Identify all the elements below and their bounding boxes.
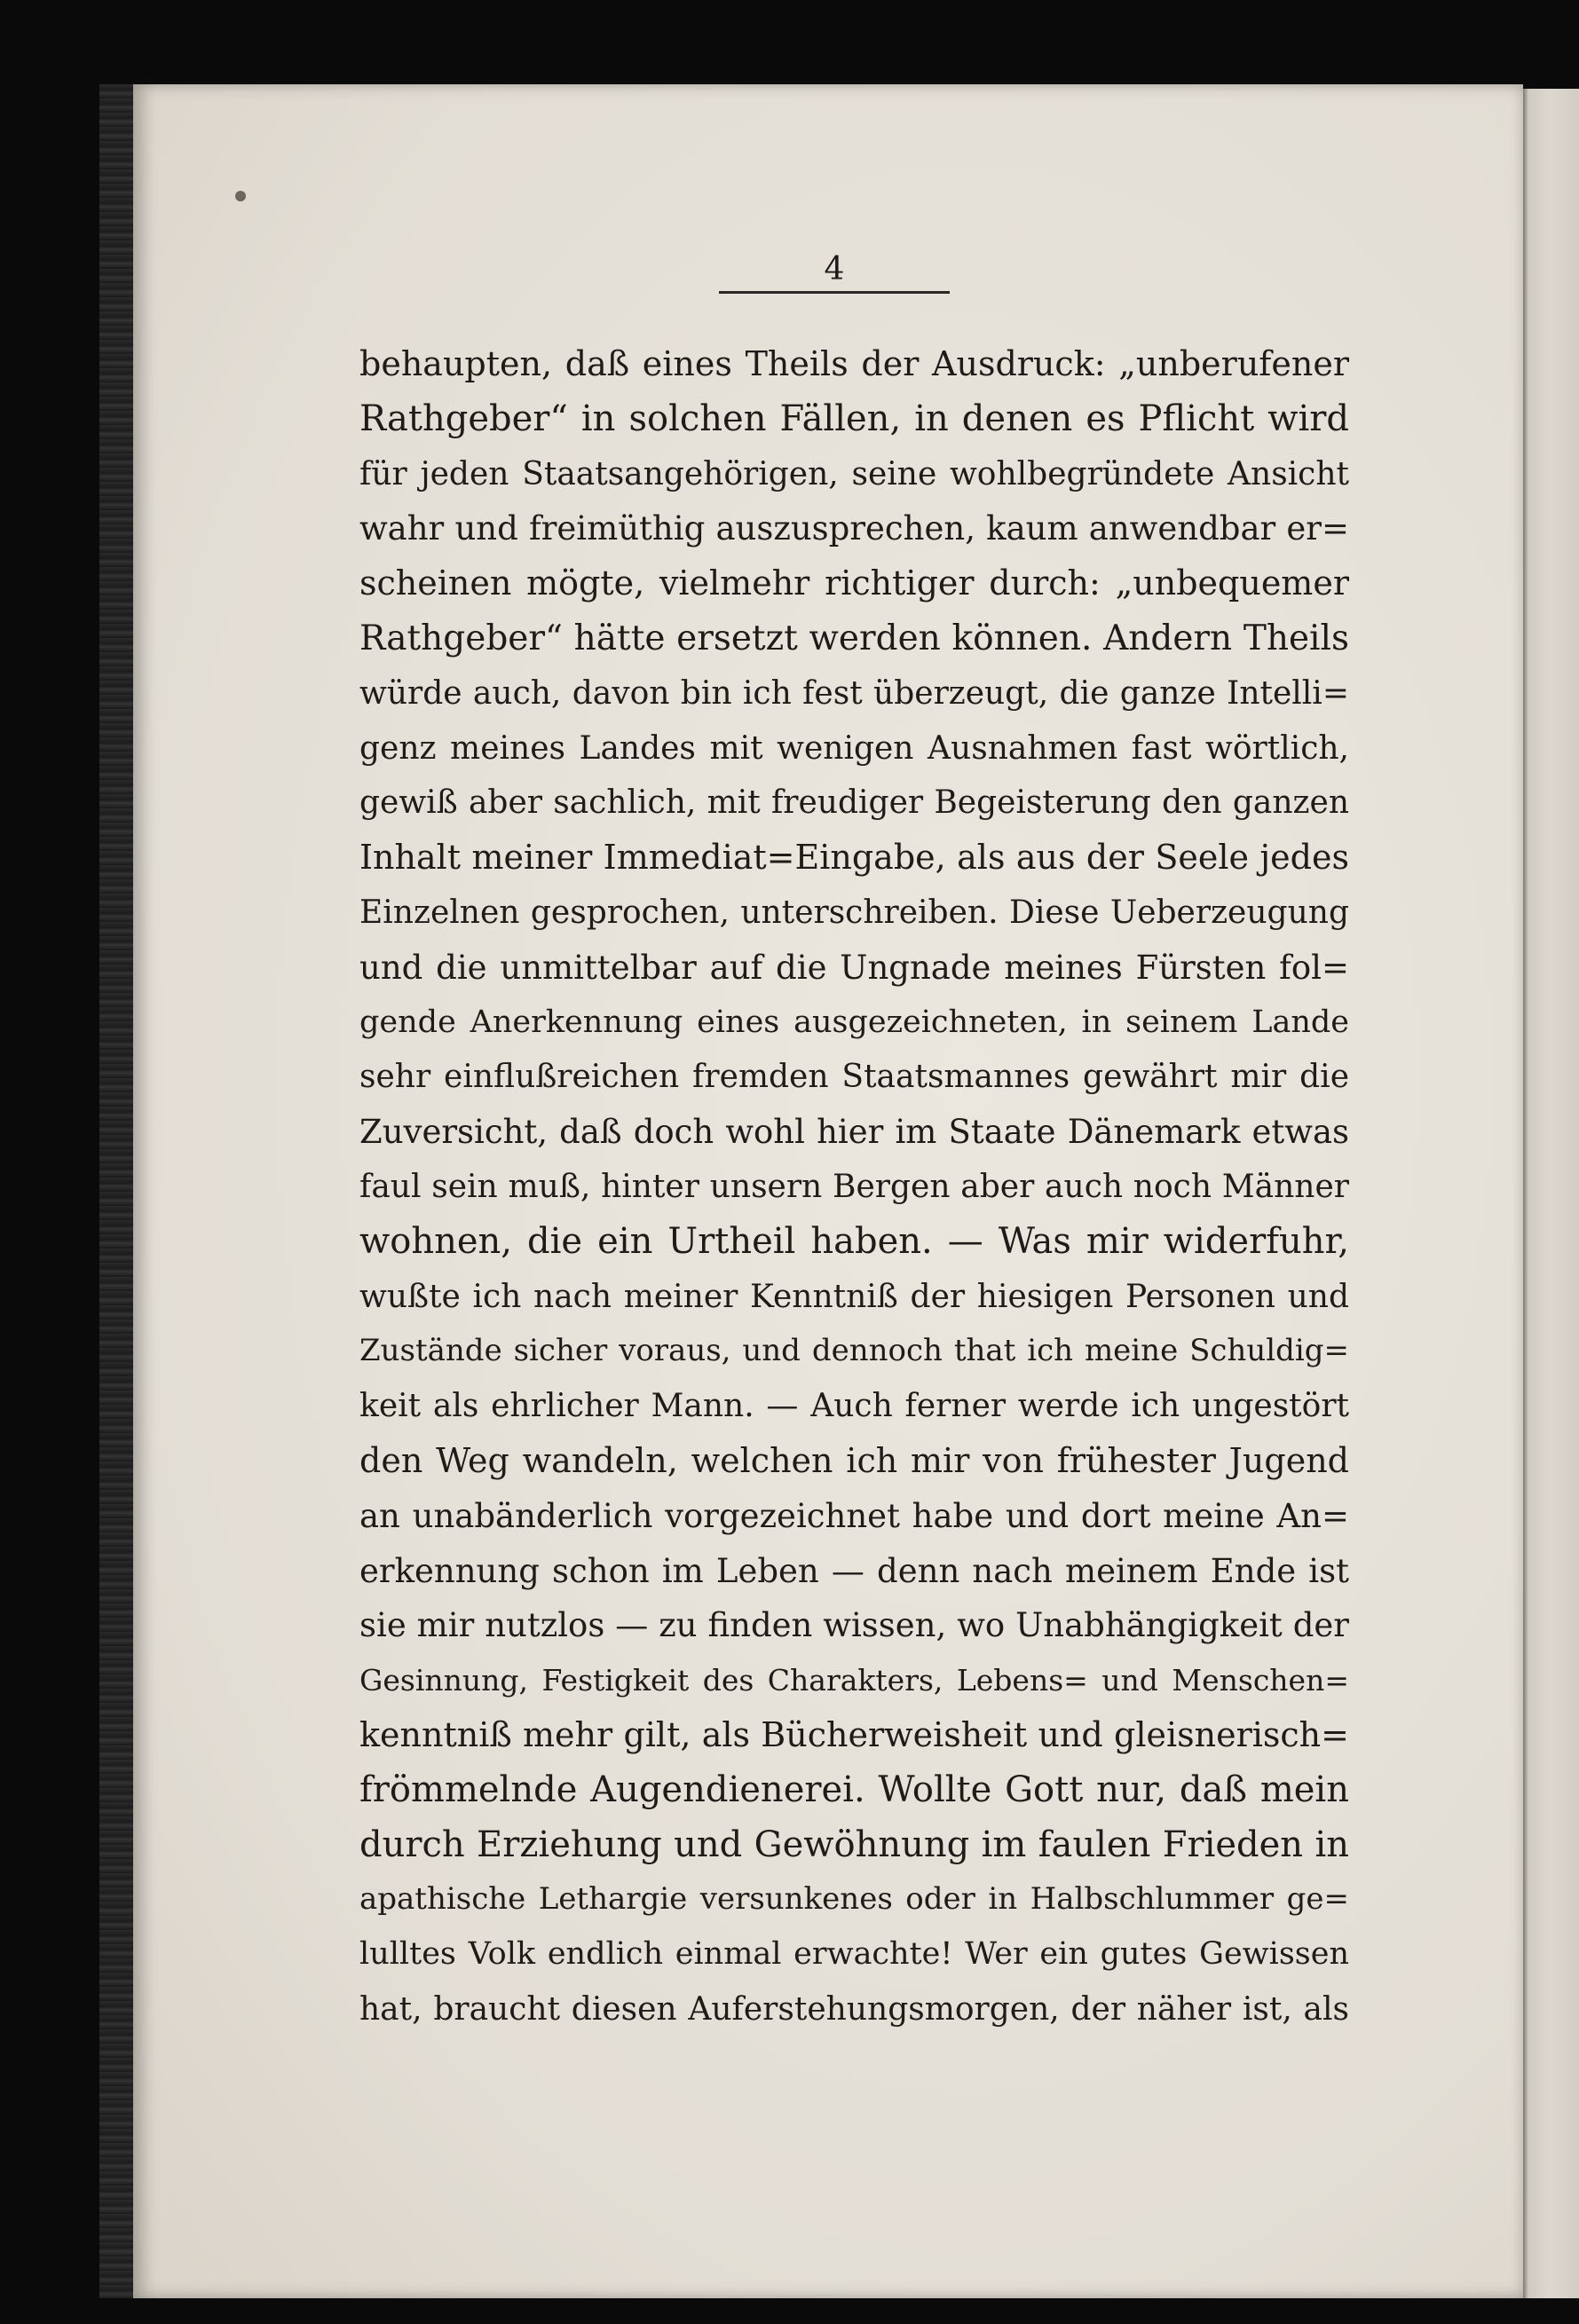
next-page-edge (1523, 89, 1579, 2298)
text-line: und die unmittelbar auf die Ungnade meines Fürsten fol= (359, 948, 1349, 987)
text-line: sehr einflußreichen fremden Staatsmannes gewährt mir die (359, 1059, 1349, 1096)
text-line: Inhalt meiner Immediat=Eingabe, als aus der Seele jedes (359, 838, 1349, 878)
text-line: faul sein muß, hinter unsern Bergen aber auch noch Männer (359, 1168, 1349, 1205)
text-line: frömmelnde Augendienerei. Wollte Gott nur, daß mein (359, 1769, 1349, 1810)
text-line: gende Anerkennung eines ausgezeichneten, in seinem Lande (359, 1004, 1349, 1040)
header-rule (719, 291, 950, 294)
body-text (359, 337, 1349, 2037)
text-line: hat, braucht diesen Auferstehungsmorgen, der näher ist, als (359, 1990, 1349, 2028)
text-line: für jeden Staatsangehörigen, seine wohlbegründete Ansicht (359, 455, 1349, 492)
text-line: apathische Lethargie versunkenes oder in Halbschlummer ge= (359, 1881, 1349, 1918)
page-number: 4 (824, 251, 845, 288)
text-line: Zuversicht, daß doch wohl hier im Staate Dänemark etwas (359, 1113, 1349, 1152)
text-line: Einzelnen gesprochen, unterschreiben. Diese Ueberzeugung (359, 894, 1349, 931)
paper-speck (235, 191, 246, 201)
text-line: sie mir nutzlos — zu finden wissen, wo Unabhängigkeit der (359, 1606, 1349, 1645)
text-line: Zustände sicher voraus, und dennoch that ich meine Schuldig= (359, 1333, 1349, 1369)
text-line: genz meines Landes mit wenigen Ausnahmen fast wörtlich, (359, 729, 1349, 767)
text-line: scheinen mögte, vielmehr richtiger durch: „unbequemer (359, 563, 1349, 603)
text-line: durch Erziehung und Gewöhnung im faulen Frieden in (359, 1824, 1349, 1865)
text-line: behaupten, daß eines Theils der Ausdruck: „unberufener (359, 344, 1349, 383)
text-line: kenntniß mehr gilt, als Bücherweisheit und gleisnerisch= (359, 1714, 1349, 1754)
text-line: Rathgeber“ in solchen Fällen, in denen es Pflicht wird (359, 398, 1349, 439)
text-line: an unabänderlich vorgezeichnet habe und dort meine An= (359, 1496, 1349, 1535)
text-line: würde auch, davon bin ich fest überzeugt, die ganze Intelli= (359, 674, 1349, 712)
text-line: keit als ehrlicher Mann. — Auch ferner werde ich ungestört (359, 1388, 1349, 1425)
text-line: wohnen, die ein Urtheil haben. — Was mir widerfuhr, (359, 1220, 1349, 1262)
text-line: lulltes Volk endlich einmal erwachte! Wer ein gutes Gewissen (359, 1936, 1349, 1973)
text-line: den Weg wandeln, welchen ich mir von frühester Jugend (359, 1440, 1349, 1480)
text-line: erkennung schon im Leben — denn nach meinem Ende ist (359, 1551, 1349, 1590)
text-line: Rathgeber“ hätte ersetzt werden können. Andern Theils (359, 618, 1349, 658)
text-line: Gesinnung, Festigkeit des Charakters, Lebens= und Menschen= (359, 1663, 1349, 1698)
text-line: gewiß aber sachlich, mit freudiger Begeisterung den ganzen (359, 784, 1349, 822)
text-line: wahr und freimüthig auszusprechen, kaum anwendbar er= (359, 509, 1349, 548)
page-header (719, 250, 950, 289)
text-line: wußte ich nach meiner Kenntniß der hiesigen Personen und (359, 1278, 1349, 1315)
